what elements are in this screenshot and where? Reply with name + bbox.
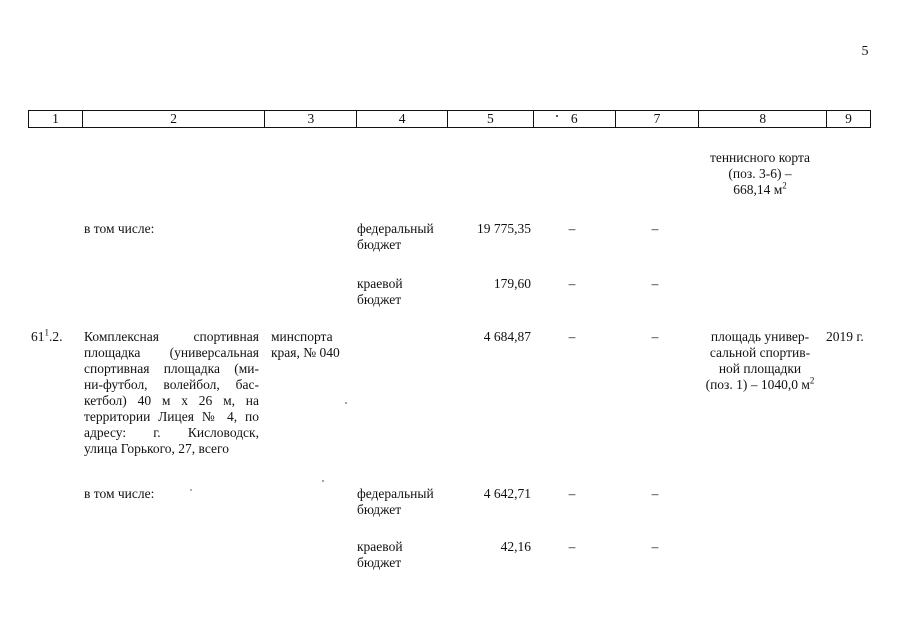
source-line: федеральный: [357, 221, 434, 236]
description-line: адресу: г. Кисловодск,: [84, 425, 259, 440]
executor-line: минспорта: [271, 329, 333, 344]
col7-dash: –: [651, 329, 659, 344]
col7-dash: –: [651, 221, 659, 236]
scan-speck: [345, 402, 347, 404]
amount: 179,60: [493, 276, 531, 291]
col7-dash: –: [651, 276, 659, 291]
col8-line: теннисного корта: [709, 150, 811, 165]
col7-dash: –: [651, 539, 659, 554]
column-number: 2: [83, 111, 266, 127]
col8-line: ной площадки: [718, 361, 802, 376]
column-number: 7: [616, 111, 700, 127]
col6-dash: –: [568, 486, 576, 501]
executor: [271, 329, 357, 361]
description-line: площадка (универсальная: [84, 345, 259, 360]
col8-line: (поз. 1) – 1040,0 $м^2$: [705, 375, 815, 392]
column-number: 3: [265, 111, 357, 127]
budget-source: [357, 221, 447, 253]
column-number-row: [28, 110, 871, 128]
continuation-col8: [690, 150, 830, 198]
amount: 4 684,87: [483, 329, 531, 344]
col6-dash: –: [568, 539, 576, 554]
amount: 4 642,71: [483, 486, 531, 501]
source-line: краевой: [357, 539, 403, 554]
col8-line: (поз. 3-6) –: [728, 166, 792, 181]
col6-dash: –: [568, 329, 576, 344]
col6-dash: –: [568, 276, 576, 291]
column-number: 1: [29, 111, 83, 127]
scan-speck: [322, 480, 324, 482]
executor-line: края, № 040: [271, 345, 340, 360]
row-label: в том числе:: [84, 221, 155, 236]
amount: 42,16: [500, 539, 531, 554]
item-description: [84, 329, 259, 457]
source-line: краевой: [357, 276, 403, 291]
amount: 19 775,35: [477, 221, 531, 236]
source-line: бюджет: [357, 292, 402, 307]
description-line: кетбол) 40 м х 26 м, на: [84, 393, 259, 408]
column-number: 8: [699, 111, 827, 127]
description-line: улица Горького, 27, всего: [84, 441, 229, 456]
description-line: территории Лицея № 4, по: [84, 409, 259, 424]
description-line: Комплексная спортивная: [84, 329, 259, 344]
budget-source: [357, 539, 447, 571]
scan-speck: [190, 489, 192, 491]
column-number: 9: [845, 111, 852, 126]
page-number: 5: [861, 44, 869, 59]
budget-source: [357, 486, 447, 518]
col8-line: 668,14 $м^2$: [733, 180, 787, 197]
column-number: 6: [534, 111, 616, 127]
source-line: бюджет: [357, 237, 402, 252]
source-line: бюджет: [357, 555, 402, 570]
item-year: 2019 г.: [826, 329, 864, 344]
source-line: бюджет: [357, 502, 402, 517]
source-line: федеральный: [357, 486, 434, 501]
col8-line: площадь универ-: [710, 329, 810, 344]
scan-speck: [556, 115, 558, 117]
col7-dash: –: [651, 486, 659, 501]
col8-line: сальной спортив-: [709, 345, 811, 360]
column-number: 4: [357, 111, 448, 127]
description-line: ни-футбол, волейбол, бас-: [84, 377, 259, 392]
row-label: в том числе:: [84, 486, 155, 501]
col6-dash: –: [568, 221, 576, 236]
item-col8: [692, 329, 828, 393]
budget-source: [357, 276, 447, 308]
item-number: $61^1.2$.: [31, 327, 63, 344]
description-line: спортивная площадка (ми-: [84, 361, 259, 376]
column-number: 5: [448, 111, 534, 127]
